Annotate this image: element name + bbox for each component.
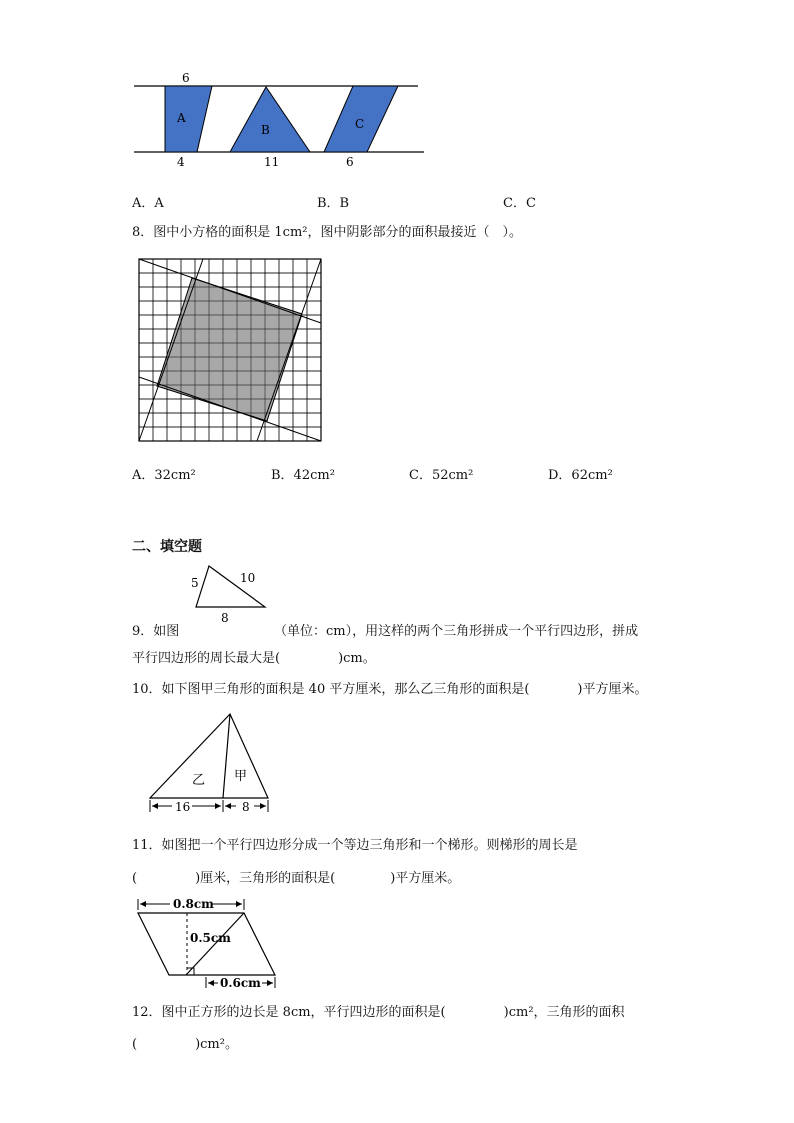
len-jia-label: 8 [242,800,250,814]
bottom-label-c: 6 [346,155,354,169]
q9-line2 [132,650,376,668]
bottom-label-a: 4 [177,155,185,169]
len-yi-label: 16 [175,800,191,814]
shape-a [165,86,212,152]
q7-option-c: C．C [503,196,536,211]
side-c-label: 8 [221,611,229,624]
q8-grid-figure [138,258,324,444]
shaded-quadrilateral [157,278,302,421]
q11-line1: 11．如图把一个平行四边形分成一个等边三角形和一个梯形。则梯形的周长是 [132,838,578,853]
shape-b [230,87,310,152]
q11-line2-b: )厘米，三角形的面积是( [195,871,336,886]
q10-text-b: )平方厘米。 [577,682,648,697]
q11-line2 [132,870,460,888]
q12-line1-b: )cm²，三角形的面积 [503,1005,625,1020]
q7-option-b: B．B [317,196,350,211]
side-b-label: 10 [240,571,256,585]
label-c: C [355,117,365,131]
q12-line2-b: )cm²。 [195,1037,238,1052]
q10-text-a: 10．如下图甲三角形的面积是 40 平方厘米，那么乙三角形的面积是( [132,682,530,697]
q8-text: 8．图中小方格的面积是 1cm²，图中阴影部分的面积最接近（ ）。 [132,225,522,240]
q9-line1-b: （单位：cm），用这样的两个三角形拼成一个平行四边形，拼成 [274,624,639,639]
q8-option-a: A．32cm² [132,468,196,483]
label-yi: 乙 [192,773,206,788]
q12-line2 [132,1036,238,1054]
label-a: A [177,111,186,125]
q11-parallelogram-figure [132,895,282,995]
height-label: 0.5cm [190,931,231,945]
q12-line2-a: ( [132,1037,138,1052]
top-len-label: 0.8cm [173,897,214,911]
q12-line1 [132,1004,625,1022]
q12-line1-a: 12．图中正方形的边长是 8cm，平行四边形的面积是( [132,1005,446,1020]
q9-line2-b: )cm。 [338,651,376,666]
label-b: B [261,123,270,137]
q9-line2-a: 平行四边形的周长最大是( [132,651,281,666]
label-jia: 甲 [234,769,248,784]
top-label: 6 [182,71,190,85]
q8-option-c: C．52cm² [409,468,474,483]
q10-triangle-figure [142,712,282,817]
q10-line [132,681,648,699]
side-a-label: 5 [191,576,199,590]
q11-line2-c: )平方厘米。 [390,871,461,886]
section-title: 二、填空题 [132,539,202,555]
q7-figure [130,70,430,170]
bottom-label-b: 11 [264,155,280,169]
q9-triangle-figure [185,562,275,624]
bottom-len-label: 0.6cm [220,976,261,990]
q11-line2-a: ( [132,871,138,886]
q8-option-b: B．42cm² [271,468,335,483]
q8-option-d: D．62cm² [548,468,613,483]
q9-line1-a: 9．如图 [132,624,180,639]
q7-option-a: A．A [132,196,164,211]
